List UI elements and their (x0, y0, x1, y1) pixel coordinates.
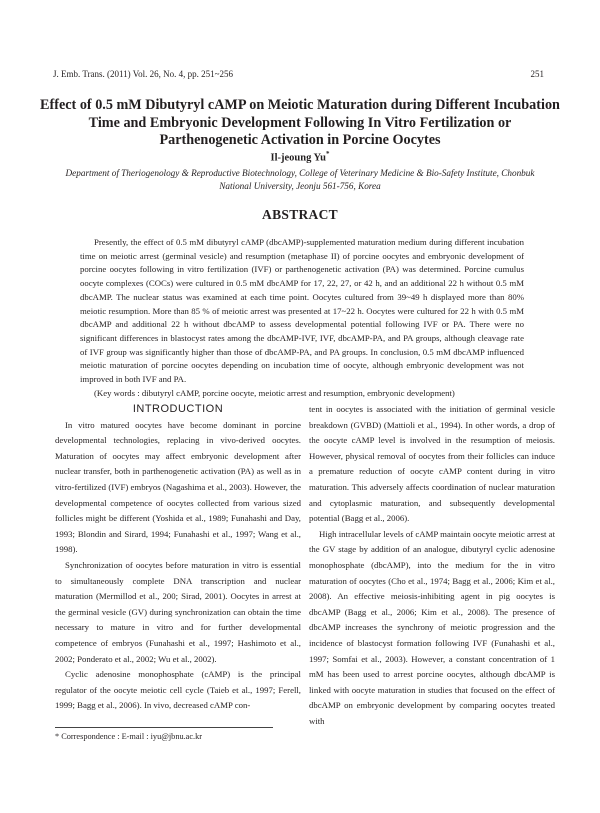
keywords: (Key words : dibutyryl cAMP, porcine oocyte, meiotic arrest and resumption, embryonic development) (94, 387, 455, 398)
introduction-heading: INTRODUCTION (132, 403, 224, 415)
author-line (0, 150, 600, 164)
right-column (309, 402, 555, 729)
paragraph: In vitro matured oocytes have become dominant in porcine developmental technologies, replacing in vivo-derived oocytes. Maturation of oocytes may affect embryonic development after nuclear transfer, both in parthenogenetic activation (PA) as well as in vitro-fertilized (IVF) embryos (Nagashima et al., 2003). However, the developmental competence of oocytes collected from various sized follicles might be different (Yoshida et al., 1989; Funahashi and Day, 1993; Blondin and Sirard, 1994; Funahashi et al., 1997; Wang et al., 1998). (55, 419, 301, 555)
author-mark: * (326, 150, 330, 158)
affiliation: Department of Theriogenology & Reproductive Biotechnology, College of Veterinary Medicine & Bio-Safety Institute, Chonbuk National University, Jeonju 561-756, Korea (65, 168, 535, 191)
abstract-body (80, 236, 524, 400)
abstract-heading: ABSTRACT (262, 207, 338, 222)
running-head: J. Emb. Trans. (2011) Vol. 26, No. 4, pp. 251~256 (53, 69, 233, 79)
author-name: Il-jeoung Yu (270, 152, 327, 164)
abstract-text: Presently, the effect of 0.5 mM dibutyryl cAMP (dbcAMP)-supplemented maturation medium during different incubation time on meiotic arrest (germinal vesicle) and resumption (metaphase II) of porcine oocytes and embryonic development of porcine oocytes following in vitro fertilization (IVF) or parthenogenetic activation (PA) was determined. Porcine cumulus oocyte complexes (COCs) were cultured in 0.5 mM dbcAMP for 17, 22, 27, or 42 h, and an additional 22 h without 0.5 mM dbcAMP. The nuclear status was examined at each time point. Oocytes cultured from 39~49 h displayed more than 80% meiotic resumption. More than 85 % of meiotic arrest was presented at 17~22 h. Oocytes were cultured for 22 h with 0.5 mM dbcAMP and additional 22 h without dbcAMP to assess developmental potential following IVF or PA. There were no significant differences in blastocyst rates among the dbcAMP-IVF, IVF, dbcAMP-PA, and PA groups, although cleavage rate of IVF group was significantly higher than those of dbcAMP-PA, and PA groups. In conclusion, 0.5 mM dbcAMP influenced meiotic maturation of porcine oocytes depending on incubation time of oocyte, although embryonic development was not improved in both IVF and PA. (80, 237, 524, 385)
left-column (55, 402, 301, 714)
article-title: Effect of 0.5 mM Dibutyryl cAMP on Meiotic Maturation during Different Incubation Time and Embryonic Development Following In Vitro Fertilization or Parthenogenetic Activation in Porcine Oocytes (40, 97, 560, 148)
paragraph: Synchronization of oocytes before maturation in vitro is essential to simultaneously complete DNA transcription and nuclear maturation (Mermillod et al., 200; Sirad, 2001). Oocytes in arrest at the germinal vesicle (GV) during synchronization can obtain the time necessary to mature in vitro and for further developmental competence of embryos (Funahashi et al., 1997; Hashimoto et al., 2002; Ponderato et al., 2002; Wu et al., 2002). (55, 559, 301, 664)
footnote-divider (55, 727, 273, 728)
paragraph: Cyclic adenosine monophosphate (cAMP) is the principal regulator of the oocyte meiotic cell cycle (Taieb et al., 1997; Ferell, 1999; Bagg et al., 2006). In vivo, decreased cAMP con- (55, 669, 301, 711)
paragraph: High intracellular levels of cAMP maintain oocyte meiotic arrest at the GV stage by addition of an analogue, dibutyryl cyclic adenosine monophosphate (dbcAMP), into the medium for the in vitro maturation of oocytes (Cho et al., 1974; Bagg et al., 2006; Kim et al., 2008). An effective meiosis-inhibiting agent in pig oocytes is dbcAMP (Bagg et al., 2006; Kim et al., 2008). The presence of dbcAMP increases the synchrony of meiotic progression and the incidence of blastocyst formation following IVF (Funahashi et al., 1997; Somfai et al., 2003). However, a constant concentration of 1 mM has been used to arrest porcine oocytes, although dbcAMP is linked with oocyte maturation in studies that focused on the effect of dbcAMP on embryonic development by comparing oocytes treated with (309, 528, 555, 726)
paragraph: tent in oocytes is associated with the initiation of germinal vesicle breakdown (GVBD) (Mattioli et al., 1994). In other words, a drop of the oocyte cAMP level is involved in the resumption of meiosis. However, physical removal of oocytes from their follicles can induce a premature reduction of oocyte cAMP content during in vitro maturation. This adversely affects coordination of nuclear maturation and cytoplasmic maturation, and subsequently developmental potential (Bagg et al., 2006). (309, 404, 555, 524)
page-number: 251 (530, 69, 544, 79)
correspondence-footnote: * Correspondence : E-mail : iyu@jbnu.ac.kr (55, 732, 203, 741)
